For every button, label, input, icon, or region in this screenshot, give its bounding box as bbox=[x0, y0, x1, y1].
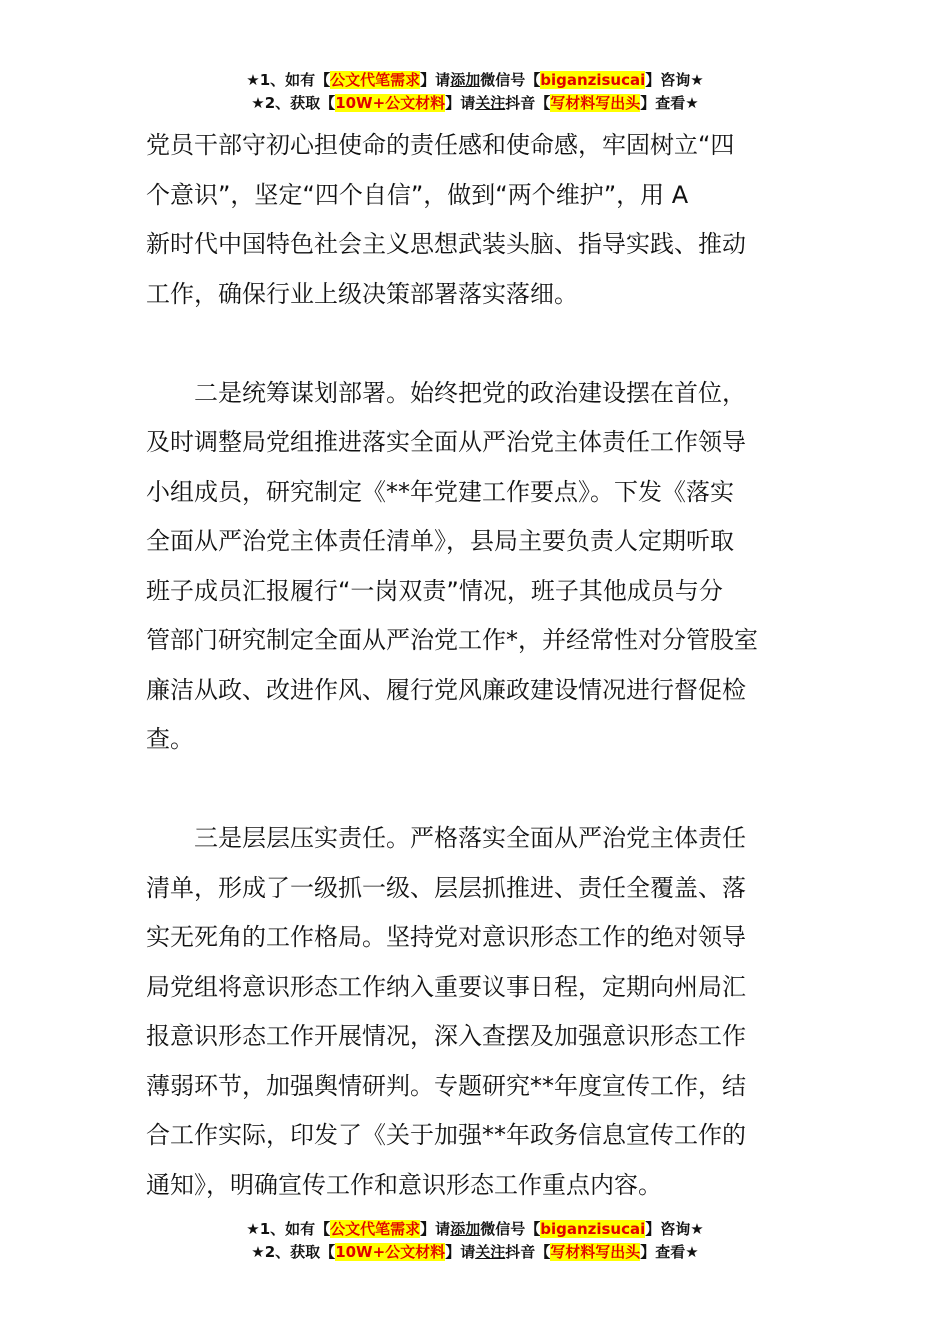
underline-text: 关注 bbox=[475, 94, 506, 112]
douyin-name: 写材料写出头 bbox=[550, 94, 641, 112]
highlight-text: 10W+公文材料 bbox=[335, 94, 446, 112]
paragraph-continuation bbox=[146, 121, 808, 319]
text-line: 薄弱环节，加强舆情研判。专题研究**年度宣传工作，结 bbox=[146, 1071, 746, 1100]
footer-text: 】请 bbox=[445, 1243, 476, 1261]
footer-text: 】咨询★ bbox=[645, 1220, 704, 1238]
paragraph-2 bbox=[146, 369, 808, 765]
text-line: 个意识”，坚定“四个自信”，做到“两个维护”，用 A bbox=[146, 180, 689, 209]
text-line: 通知》，明确宣传工作和意识形态工作重点内容。 bbox=[146, 1170, 662, 1199]
highlight-text: 公文代笔需求 bbox=[330, 71, 421, 89]
header-text: 抖音【 bbox=[505, 94, 551, 112]
footer-text: 】查看★ bbox=[640, 1243, 699, 1261]
text-line: 二是统筹谋划部署。始终把党的政治建设摆在首位， bbox=[194, 378, 746, 407]
wechat-id: biganzisucai bbox=[540, 71, 646, 89]
text-line: 工作，确保行业上级决策部署落实落细。 bbox=[146, 279, 578, 308]
footer-text: ★1、如有【 bbox=[246, 1220, 331, 1238]
footer-banner bbox=[0, 1218, 950, 1264]
header-banner bbox=[0, 69, 950, 115]
paragraph-gap bbox=[146, 319, 808, 369]
header-text: ★2、获取【 bbox=[251, 94, 336, 112]
footer-line-1 bbox=[0, 1218, 950, 1241]
header-line-1 bbox=[0, 69, 950, 92]
header-text: ★1、如有【 bbox=[246, 71, 331, 89]
wechat-id: biganzisucai bbox=[540, 1220, 646, 1238]
header-text: 】查看★ bbox=[640, 94, 699, 112]
text-line: 局党组将意识形态工作纳入重要议事日程，定期向州局汇 bbox=[146, 972, 746, 1001]
text-line: 三是层层压实责任。严格落实全面从严治党主体责任 bbox=[194, 824, 746, 852]
text-line: 报意识形态工作开展情况，深入查摆及加强意识形态工作 bbox=[146, 1022, 746, 1050]
underline-text: 关注 bbox=[475, 1243, 506, 1261]
highlight-text: 10W+公文材料 bbox=[335, 1243, 446, 1261]
footer-line-2 bbox=[0, 1241, 950, 1264]
footer-text: 】请 bbox=[420, 1220, 451, 1238]
header-text: 】咨询★ bbox=[645, 71, 704, 89]
header-text: 】请 bbox=[445, 94, 476, 112]
text-line: 查。 bbox=[146, 725, 194, 753]
text-line: 合工作实际，印发了《关于加强**年政务信息宣传工作的 bbox=[146, 1121, 746, 1149]
text-line: 班子成员汇报履行“一岗双责”情况，班子其他成员与分 bbox=[146, 576, 723, 605]
text-line: 管部门研究制定全面从严治党工作*，并经常性对分管股室 bbox=[146, 626, 758, 654]
footer-text: ★2、获取【 bbox=[251, 1243, 336, 1261]
text-line: 党员干部守初心担使命的责任感和使命感，牢固树立“四 bbox=[146, 131, 735, 159]
underline-text: 添加 bbox=[450, 71, 481, 89]
text-line: 及时调整局党组推进落实全面从严治党主体责任工作领导 bbox=[146, 428, 746, 456]
header-text: 】请 bbox=[420, 71, 451, 89]
text-line: 廉洁从政、改进作风、履行党风廉政建设情况进行督促检 bbox=[146, 675, 746, 704]
underline-text: 添加 bbox=[450, 1220, 481, 1238]
footer-text: 抖音【 bbox=[505, 1243, 551, 1261]
text-line: 全面从严治党主体责任清单》，县局主要负责人定期听取 bbox=[146, 527, 734, 555]
paragraph-gap bbox=[146, 765, 808, 815]
text-line: 小组成员，研究制定《**年党建工作要点》。下发《落实 bbox=[146, 477, 734, 506]
text-line: 新时代中国特色社会主义思想武装头脑、指导实践、推动 bbox=[146, 230, 746, 258]
text-line: 清单，形成了一级抓一级、层层抓推进、责任全覆盖、落 bbox=[146, 873, 746, 902]
douyin-name: 写材料写出头 bbox=[550, 1243, 641, 1261]
highlight-text: 公文代笔需求 bbox=[330, 1220, 421, 1238]
text-line: 实无死角的工作格局。坚持党对意识形态工作的绝对领导 bbox=[146, 923, 746, 951]
paragraph-3 bbox=[146, 814, 808, 1210]
footer-text: 微信号【 bbox=[480, 1220, 541, 1238]
document-body bbox=[146, 121, 808, 1210]
header-line-2 bbox=[0, 92, 950, 115]
header-text: 微信号【 bbox=[480, 71, 541, 89]
